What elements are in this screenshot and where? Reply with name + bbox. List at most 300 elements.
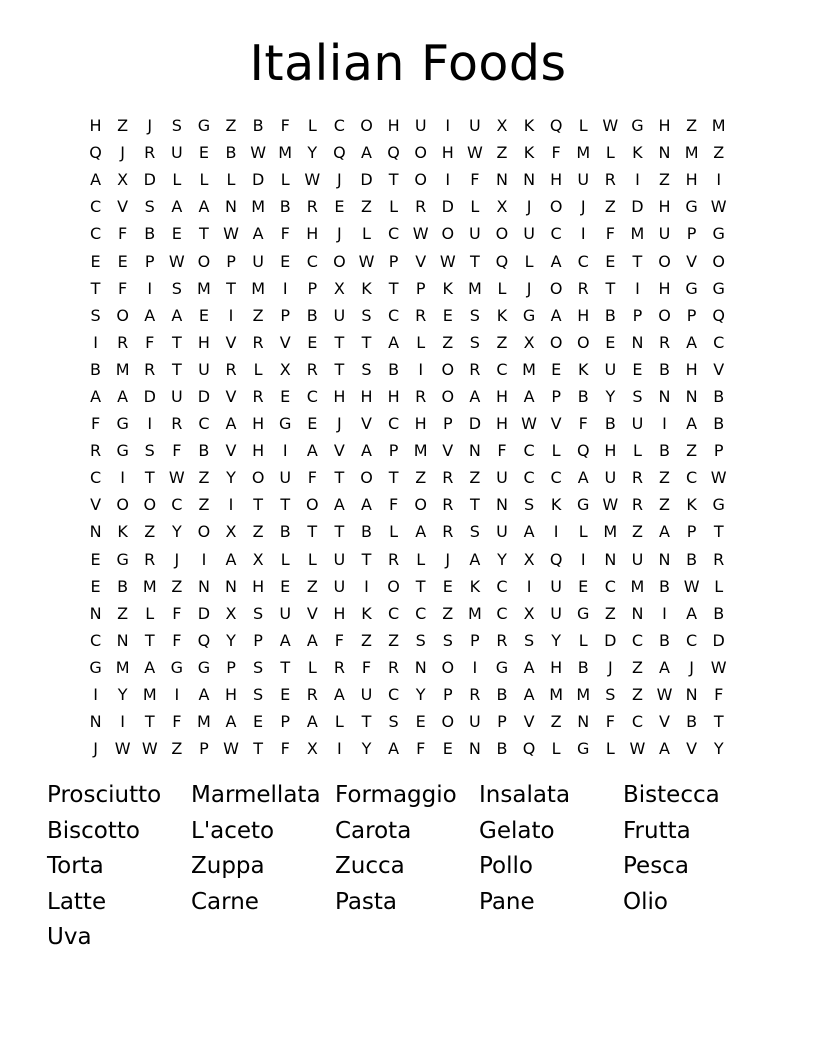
grid-letter: B [225, 143, 237, 163]
grid-letter: B [577, 386, 589, 406]
grid-letter: B [659, 441, 670, 461]
grid-letter: T [388, 468, 399, 488]
grid-letter: A [577, 468, 589, 488]
grid-letter: L [578, 630, 588, 650]
grid-letter: T [713, 712, 724, 732]
grid-letter: A [523, 685, 535, 705]
grid-letter: F [118, 224, 128, 244]
grid-letter: G [197, 116, 211, 136]
grid-letter: I [472, 657, 478, 677]
grid-letter: N [225, 197, 237, 217]
grid-letter: O [441, 712, 455, 732]
grid-letter: A [659, 522, 670, 542]
grid-letter: I [553, 522, 559, 542]
grid-letter: U [360, 685, 373, 705]
grid-letter: V [686, 739, 698, 759]
grid-letter: A [333, 495, 345, 515]
grid-letter: T [144, 712, 155, 732]
grid-letter: A [90, 386, 102, 406]
grid-letter: B [144, 224, 156, 244]
grid-letter: F [172, 441, 182, 461]
grid-letter: I [147, 278, 153, 298]
word-list-item: Prosciutto [47, 782, 162, 808]
grid-letter: E [632, 359, 643, 379]
grid-letter: W [521, 414, 537, 434]
grid-letter: A [469, 549, 481, 569]
grid-letter: T [361, 332, 372, 352]
grid-letter: T [388, 278, 399, 298]
grid-letter: M [467, 603, 482, 623]
grid-letter: W [141, 739, 158, 759]
grid-letter: K [577, 359, 589, 379]
grid-letter: I [580, 549, 586, 569]
grid-letter: Z [496, 143, 508, 163]
grid-letter: I [337, 739, 342, 759]
grid-letter: S [415, 630, 426, 650]
grid-letter: O [495, 224, 509, 244]
grid-letter: Q [387, 143, 400, 163]
word-list-item: Pollo [479, 853, 533, 880]
grid-letter: J [93, 739, 98, 759]
grid-letter: N [468, 739, 481, 759]
grid-letter: P [632, 305, 643, 325]
grid-letter: J [147, 116, 153, 136]
grid-letter: A [388, 332, 400, 352]
grid-letter: J [337, 170, 342, 190]
grid-letter: B [496, 685, 508, 705]
grid-letter: T [361, 712, 372, 732]
grid-row [82, 112, 734, 139]
grid-letter: S [144, 197, 155, 217]
grid-letter: C [387, 305, 400, 325]
grid-letter: W [710, 657, 727, 677]
grid-letter: I [580, 224, 586, 244]
grid-letter: I [716, 170, 722, 190]
grid-letter: V [225, 386, 237, 406]
grid-letter: G [712, 278, 725, 298]
grid-row [82, 546, 734, 573]
grid-letter: P [686, 305, 697, 325]
grid-letter: C [415, 603, 427, 623]
grid-letter: A [686, 414, 698, 434]
grid-letter: J [526, 197, 532, 217]
grid-letter: H [252, 576, 265, 596]
grid-letter: N [577, 712, 590, 732]
grid-letter: Y [713, 739, 724, 759]
grid-letter: M [115, 657, 130, 677]
grid-letter: A [306, 441, 318, 461]
grid-letter: W [223, 739, 239, 759]
grid-letter: W [304, 170, 321, 190]
grid-letter: B [659, 630, 670, 650]
grid-letter: N [225, 576, 237, 596]
grid-letter: I [526, 576, 532, 596]
word-list-item: Insalata [479, 782, 571, 808]
grid-letter: N [89, 603, 102, 623]
grid-letter: Z [713, 143, 725, 163]
grid-letter: Z [604, 603, 616, 623]
grid-letter: W [683, 576, 700, 596]
grid-letter: X [523, 332, 535, 352]
grid-letter: C [523, 468, 535, 488]
grid-letter: T [90, 278, 101, 298]
grid-letter: E [442, 739, 453, 759]
grid-letter: H [306, 224, 319, 244]
grid-letter: U [279, 603, 292, 623]
grid-letter: C [496, 359, 508, 379]
word-list-item: Biscotto [47, 817, 140, 844]
grid-letter: V [523, 712, 535, 732]
grid-letter: Z [659, 468, 670, 488]
grid-letter: R [306, 685, 318, 705]
grid-letter: L [578, 116, 588, 136]
grid-letter: O [658, 251, 671, 271]
grid-letter: T [280, 657, 291, 677]
grid-letter: R [658, 332, 671, 352]
grid-letter: Z [631, 685, 643, 705]
grid-letter: R [713, 549, 725, 569]
word-list-item: Latte [47, 888, 107, 915]
grid-letter: L [578, 522, 588, 542]
grid-letter: P [388, 251, 399, 271]
word-list-item: Olio [623, 888, 668, 915]
grid-letter: E [334, 197, 345, 217]
grid-letter: N [89, 522, 102, 542]
grid-row [82, 220, 734, 247]
grid-letter: R [388, 549, 400, 569]
grid-row [82, 573, 734, 600]
grid-letter: I [418, 359, 424, 379]
grid-letter: H [252, 414, 265, 434]
grid-letter: I [662, 414, 667, 434]
grid-letter: A [686, 332, 698, 352]
grid-letter: Z [415, 468, 427, 488]
word-list-item: Pesca [623, 853, 689, 880]
grid-letter: L [362, 224, 371, 244]
grid-letter: H [550, 657, 563, 677]
grid-letter: U [550, 576, 562, 596]
grid-row [82, 681, 734, 708]
grid-letter: I [445, 170, 451, 190]
grid-letter: A [171, 197, 183, 217]
grid-letter: C [89, 468, 102, 488]
grid-letter: Y [361, 739, 372, 759]
grid-letter: L [605, 739, 615, 759]
grid-letter: B [659, 576, 670, 596]
grid-letter: N [685, 685, 698, 705]
grid-letter: U [496, 468, 508, 488]
grid-letter: G [577, 603, 590, 623]
grid-letter: V [306, 603, 318, 623]
grid-letter: Z [442, 603, 454, 623]
grid-letter: F [416, 739, 426, 759]
grid-letter: C [387, 603, 400, 623]
grid-letter: L [253, 359, 263, 379]
grid-letter: E [90, 549, 101, 569]
grid-letter: O [306, 495, 319, 515]
grid-letter: W [223, 224, 239, 244]
grid-letter: U [333, 549, 346, 569]
grid-letter: A [659, 739, 670, 759]
grid-letter: F [714, 685, 724, 705]
grid-letter: V [442, 441, 454, 461]
grid-letter: U [658, 224, 671, 244]
grid-letter: O [251, 468, 265, 488]
grid-letter: S [253, 657, 264, 677]
grid-letter: K [523, 116, 535, 136]
grid-letter: J [689, 657, 694, 677]
grid-letter: D [712, 630, 725, 650]
grid-letter: X [496, 197, 508, 217]
grid-letter: G [170, 657, 184, 677]
grid-letter: D [251, 170, 265, 190]
grid-letter: I [228, 495, 234, 515]
grid-letter: H [495, 414, 508, 434]
grid-letter: B [686, 712, 698, 732]
grid-letter: P [226, 657, 236, 677]
grid-letter: U [469, 224, 481, 244]
grid-letter: T [469, 251, 480, 271]
grid-letter: L [280, 170, 290, 190]
grid-letter: E [198, 143, 209, 163]
grid-letter: H [495, 386, 508, 406]
grid-letter: O [441, 657, 455, 677]
grid-letter: A [117, 386, 129, 406]
grid-letter: A [225, 414, 237, 434]
grid-letter: S [171, 116, 182, 136]
grid-letter: F [280, 739, 290, 759]
grid-letter: M [684, 143, 699, 163]
grid-letter: K [632, 143, 643, 163]
grid-letter: H [550, 170, 563, 190]
grid-letter: T [334, 332, 345, 352]
grid-letter: J [120, 143, 125, 163]
grid-letter: V [361, 414, 372, 434]
grid-letter: T [415, 576, 426, 596]
grid-letter: R [252, 386, 264, 406]
grid-letter: B [604, 305, 616, 325]
grid-letter: K [117, 522, 128, 542]
grid-letter: Y [226, 630, 236, 650]
grid-letter: G [89, 657, 102, 677]
grid-letter: D [604, 630, 617, 650]
grid-letter: H [360, 386, 373, 406]
grid-letter: X [523, 549, 535, 569]
grid-letter: L [334, 712, 344, 732]
grid-letter: E [117, 251, 128, 271]
grid-letter: O [549, 278, 563, 298]
grid-letter: M [522, 359, 536, 379]
grid-letter: U [279, 468, 292, 488]
grid-letter: X [523, 603, 535, 623]
grid-letter: R [144, 143, 156, 163]
grid-letter: C [686, 468, 698, 488]
grid-letter: T [253, 495, 263, 515]
grid-letter: O [441, 224, 455, 244]
grid-letter: A [361, 441, 372, 461]
grid-letter: T [144, 630, 155, 650]
grid-letter: T [605, 278, 616, 298]
grid-letter: B [306, 305, 318, 325]
word-list [47, 778, 787, 956]
grid-letter: M [278, 143, 293, 163]
grid-letter: E [307, 414, 318, 434]
grid-letter: H [225, 685, 238, 705]
grid-letter: Z [225, 116, 237, 136]
grid-letter: I [93, 332, 98, 352]
grid-row [82, 627, 734, 654]
grid-letter: U [170, 143, 183, 163]
grid-letter: N [89, 712, 102, 732]
grid-row [82, 247, 734, 274]
grid-letter: C [577, 251, 589, 271]
grid-letter: V [686, 251, 698, 271]
grid-letter: O [414, 143, 427, 163]
grid-letter: G [279, 414, 292, 434]
grid-letter: F [280, 116, 290, 136]
grid-row [82, 437, 734, 464]
grid-letter: Z [306, 576, 318, 596]
grid-letter: T [199, 224, 209, 244]
grid-letter: T [226, 278, 236, 298]
grid-letter: W [602, 116, 619, 136]
grid-letter: L [524, 251, 534, 271]
grid-letter: G [116, 549, 129, 569]
grid-letter: N [414, 657, 427, 677]
grid-letter: P [442, 414, 453, 434]
grid-letter: Y [117, 685, 128, 705]
grid-letter: E [90, 251, 101, 271]
grid-letter: F [470, 170, 480, 190]
grid-letter: B [604, 414, 616, 434]
grid-letter: X [252, 549, 264, 569]
grid-letter: L [497, 278, 507, 298]
grid-letter: K [550, 495, 562, 515]
grid-letter: X [117, 170, 129, 190]
grid-letter: B [713, 414, 725, 434]
word-list-item: Carota [335, 817, 412, 844]
grid-letter: L [605, 143, 615, 163]
grid-letter: F [145, 332, 155, 352]
grid-letter: B [659, 359, 670, 379]
grid-letter: P [253, 630, 263, 650]
grid-letter: D [143, 386, 156, 406]
grid-letter: N [495, 495, 508, 515]
grid-letter: F [172, 603, 182, 623]
grid-letter: W [168, 468, 185, 488]
grid-letter: Z [496, 332, 508, 352]
grid-letter: B [388, 359, 400, 379]
grid-letter: A [171, 305, 183, 325]
grid-letter: C [333, 116, 345, 136]
grid-letter: R [415, 197, 427, 217]
grid-letter: Z [631, 522, 643, 542]
grid-letter: Z [686, 441, 698, 461]
grid-letter: S [144, 441, 155, 461]
grid-letter: E [578, 576, 589, 596]
grid-letter: W [466, 143, 483, 163]
grid-letter: V [225, 441, 237, 461]
grid-letter: X [279, 359, 291, 379]
grid-letter: M [603, 522, 618, 542]
grid-letter: L [714, 576, 724, 596]
grid-letter: U [469, 116, 481, 136]
grid-letter: W [710, 468, 727, 488]
grid-letter: C [387, 685, 400, 705]
grid-letter: F [605, 712, 615, 732]
grid-letter: D [360, 170, 373, 190]
grid-letter: C [550, 468, 562, 488]
grid-row [82, 166, 734, 193]
grid-letter: O [549, 197, 563, 217]
grid-letter: R [415, 386, 427, 406]
grid-letter: U [577, 170, 590, 190]
grid-letter: L [470, 197, 480, 217]
grid-letter: E [90, 576, 101, 596]
grid-letter: O [441, 359, 455, 379]
grid-letter: J [607, 657, 613, 677]
grid-letter: H [604, 441, 617, 461]
grid-letter: T [632, 251, 643, 271]
grid-letter: O [414, 170, 427, 190]
grid-letter: C [631, 630, 643, 650]
grid-letter: C [686, 630, 698, 650]
grid-letter: C [306, 251, 318, 271]
grid-letter: P [144, 251, 155, 271]
grid-letter: T [307, 522, 318, 542]
grid-letter: R [144, 549, 156, 569]
grid-letter: E [253, 712, 264, 732]
grid-letter: B [90, 359, 102, 379]
grid-letter: C [306, 386, 318, 406]
grid-letter: Z [550, 712, 562, 732]
grid-letter: A [279, 630, 291, 650]
grid-letter: C [387, 224, 400, 244]
grid-letter: U [252, 251, 264, 271]
grid-letter: T [334, 359, 345, 379]
grid-letter: M [630, 576, 645, 596]
grid-letter: W [710, 197, 727, 217]
grid-letter: R [306, 359, 318, 379]
word-list-item: Frutta [623, 817, 691, 844]
grid-row [82, 518, 734, 545]
grid-letter: E [415, 712, 426, 732]
grid-letter: Z [171, 739, 183, 759]
grid-letter: K [442, 278, 454, 298]
grid-letter: Z [659, 495, 670, 515]
grid-letter: A [144, 657, 156, 677]
grid-letter: R [469, 685, 481, 705]
grid-letter: A [198, 685, 210, 705]
grid-letter: P [415, 278, 426, 298]
grid-letter: B [577, 657, 589, 677]
grid-letter: G [197, 657, 211, 677]
grid-letter: O [658, 305, 671, 325]
grid-letter: A [550, 251, 562, 271]
grid-letter: L [551, 441, 561, 461]
grid-letter: R [631, 468, 643, 488]
grid-letter: Z [252, 305, 264, 325]
grid-letter: M [467, 278, 482, 298]
grid-letter: A [198, 197, 210, 217]
grid-letter: F [497, 441, 507, 461]
grid-letter: F [388, 495, 399, 515]
grid-letter: I [120, 468, 125, 488]
grid-letter: X [496, 116, 508, 136]
grid-letter: B [686, 549, 698, 569]
word-list-item: Zucca [335, 853, 405, 880]
grid-letter: N [197, 576, 210, 596]
